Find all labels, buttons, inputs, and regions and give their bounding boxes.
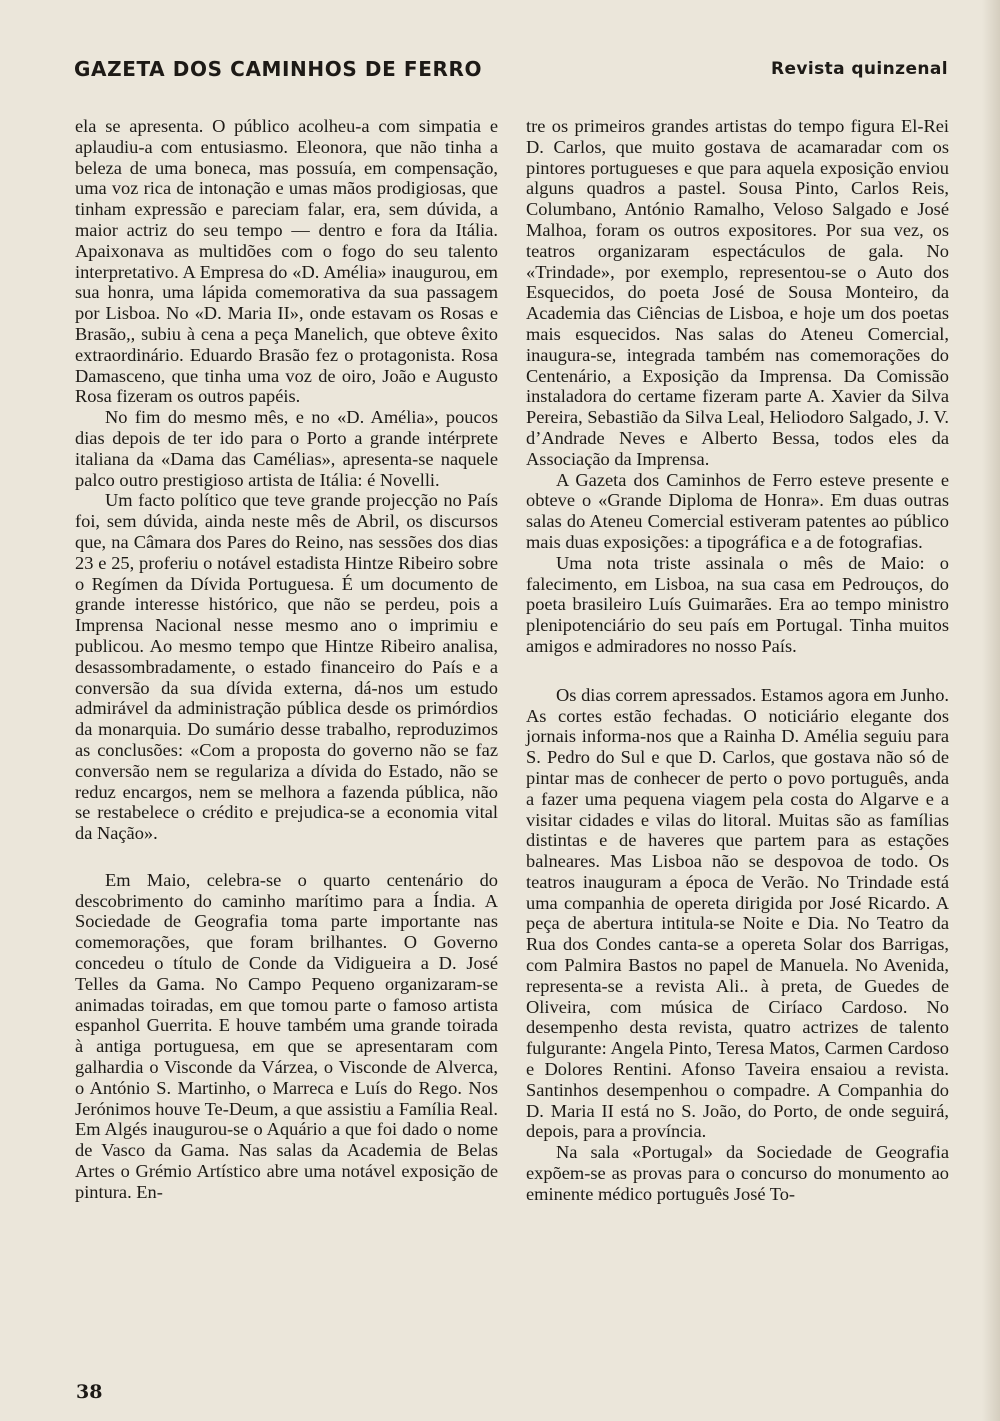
paragraph: A Gazeta dos Caminhos de Ferro esteve presente e obteve o «Grande Diploma de Honra». Em duas outras salas do Ateneu Comercial estiveram patentes ao público mais duas exposições: a tipográfica e a de fotografias. bbox=[526, 469, 949, 552]
paragraph: No fim do mesmo mês, e no «D. Amélia», poucos dias depois de ter ido para o Porto a grande intérprete italiana da «Dama das Camélias», apresenta-se naquele palco outro prestigioso artista de Itália: é Novelli. bbox=[75, 407, 498, 490]
paragraph: Os dias correm apressados. Estamos agora em Junho. As cortes estão fechadas. O noticiário elegante dos jornais informa-nos que a Rainha D. Amélia seguiu para S. Pedro do Sul e que D. Carlos, que gostava não só de pintar mas de conhecer de perto o povo português, anda a fazer uma pequena viagem pela costa do Algarve e a visitar cidades e vilas do litoral. Muitas são as famílias distintas e de haveres que partem para as estações balneares. Mas Lisboa não se despovoa de todo. Os teatros inauguram a época de Verão. No Trindade está uma companhia de opereta dirigida por José Ricardo. A peça de abertura intitula-se Noite e Dia. No Teatro da Rua dos Condes canta-se a opereta Solar dos Barrigas, com Palmira Bastos no papel de Manuela. No Avenida, representa-se a revista Ali.. à preta, de Guedes de Oliveira, com música de Ciríaco Cardoso. No desempenho desta revista, quatro actrizes de talento fulgurante: Angela Pinto, Teresa Matos, Carmen Cardoso e Dolores Rentini. Afonso Taveira ensaiou a revista. Santinhos desempenhou o compadre. A Companhia do D. Maria II está no S. João, do Porto, de onde seguirá, depois, para a província. bbox=[526, 684, 949, 1142]
paragraph: tre os primeiros grandes artistas do tempo figura El-Rei D. Carlos, que muito gostava de acamaradar com os pintores portugueses e que para aquela exposição enviou alguns quadros a pastel. Sousa Pinto, Carlos Reis, Columbano, António Ramalho, Veloso Salgado e José Malhoa, foram os outros expositores. Por sua vez, os teatros organizaram espectáculos de gala. No «Trindade», por exemplo, representou-se o Auto dos Esquecidos, do poeta José de Sousa Monteiro, da Academia das Ciências de Lisboa, e hoje um dos poetas mais esquecidos. Nas salas do Ateneu Comercial, inaugura-se, integrada também nas comemorações do Centenário, a Exposição da Imprensa. Da Comissão instaladora do certame fizeram parte A. Xavier da Silva Pereira, Sebastião da Silva Leal, Heliodoro Salgado, J. V. d’Andrade Neves e Alberto Bessa, todos eles da Associação da Imprensa. bbox=[526, 116, 949, 469]
page-edge-shadow bbox=[982, 0, 1000, 1421]
paragraph: Um facto político que teve grande projecção no País foi, sem dúvida, ainda neste mês de Abril, os discursos que, na Câmara dos Pares do Reino, nas sessões dos dias 23 e 25, proferiu o notável estadista Hintze Ribeiro sobre o Regímen da Dívida Portuguesa. É um documento de grande interesse histórico, que não se perdeu, pois a Imprensa Nacional nesse mesmo ano o imprimiu e publicou. Ao mesmo tempo que Hintze Ribeiro analisa, desassombradamente, o estado financeiro do País e a conversão da sua dívida externa, dá-nos um estudo admirável da administração pública desde os primórdios da monarquia. Do sumário desse trabalho, reproduzimos as conclusões: «Com a proposta do governo não se faz conversão nem se regulariza a dívida do Estado, não se reduz encargos, nem se melhora a fazenda pública, não se restabelece o crédito e prejudica-se a economia vital da Nação». bbox=[75, 490, 498, 844]
right-column bbox=[526, 116, 949, 1205]
page-header bbox=[74, 52, 948, 86]
paragraph: Na sala «Portugal» da Sociedade de Geografia expõem-se as provas para o concurso do monumento ao eminente médico português José To- bbox=[526, 1142, 949, 1204]
publication-tagline: Revista quinzenal bbox=[771, 59, 948, 79]
left-column bbox=[75, 116, 498, 1203]
paragraph: Uma nota triste assinala o mês de Maio: o falecimento, em Lisboa, na sua casa em Pedrouços, do poeta brasileiro Luís Guimarães. Era ao tempo ministro plenipotenciário do seu país em Portugal. Tinha muitos amigos e admiradores no nosso País. bbox=[526, 552, 949, 656]
paragraph: ela se apresenta. O público acolheu-a com simpatia e aplaudiu-a com entusiasmo. Eleonora, que não tinha a beleza de uma boneca, mas possuía, em compensação, uma voz rica de intonação e umas mãos prodigiosas, que tinham expressão e pareciam falar, era, sem dúvida, a maior actriz do seu tempo — dentro e fora da Itália. Apaixonava as multidões com o fogo do seu talento interpretativo. A Empresa do «D. Amélia» inaugurou, em sua honra, uma lápida comemorativa da sua passagem por Lisboa. No «D. Maria II», onde estavam os Rosas e Brasão,, subiu à cena a peça Manelich, que obteve êxito extraordinário. Eduardo Brasão fez o protagonista. Rosa Damasceno, que tinha uma voz de oiro, João e Augusto Rosa fizeram os outros papéis. bbox=[75, 116, 498, 407]
page-number: 38 bbox=[76, 1381, 103, 1403]
publication-title: GAZETA DOS CAMINHOS DE FERRO bbox=[74, 57, 483, 81]
paragraph: Em Maio, celebra-se o quarto centenário do descobrimento do caminho marítimo para a Índia. A Sociedade de Geografia toma parte importante nas comemorações, que foram brilhantes. O Governo concedeu o título de Conde da Vidigueira a D. José Telles da Gama. No Campo Pequeno organizaram-se animadas toiradas, em que tomou parte o famoso artista espanhol Guerrita. E houve também uma grande toirada à antiga portuguesa, em que se apresentaram com galhardia o Visconde da Várzea, o Visconde de Alverca, o António S. Martinho, o Marreca e Luís do Rego. Nos Jerónimos houve Te-Deum, a que assistiu a Família Real. Em Algés inaugurou-se o Aquário a que foi dado o nome de Vasco da Gama. Nas salas da Academia de Belas Artes o Grémio Artístico abre uma notável exposição de pintura. En- bbox=[75, 869, 498, 1202]
